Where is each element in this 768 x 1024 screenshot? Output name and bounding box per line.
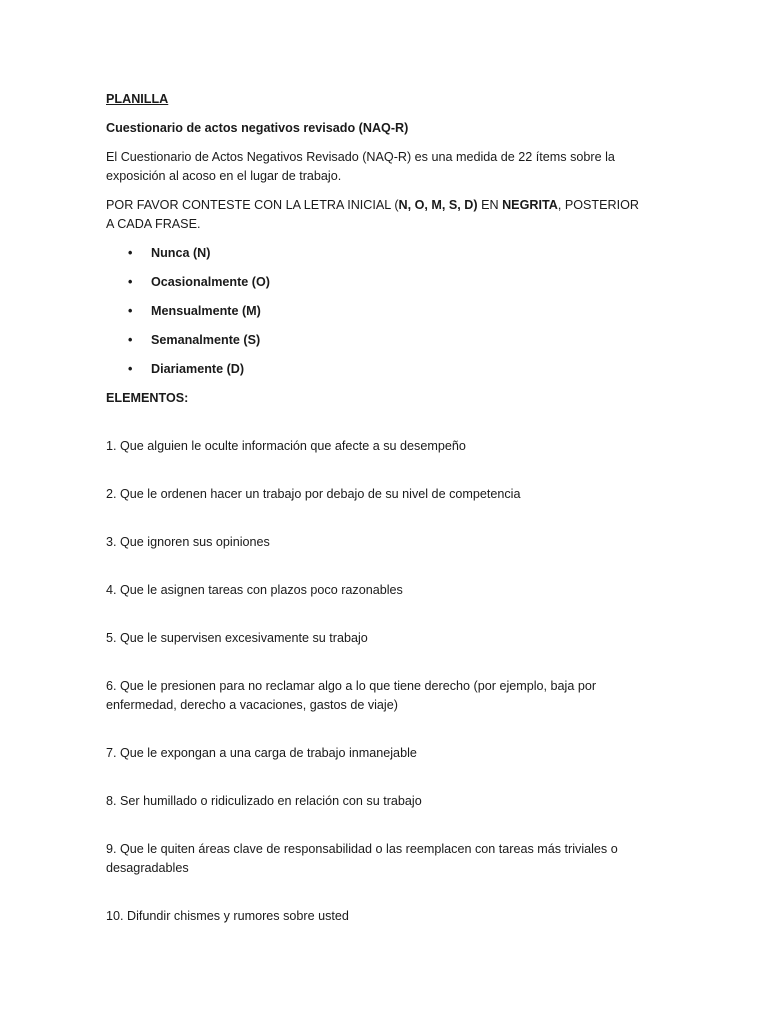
answer-option-label: Nunca (N): [151, 246, 211, 260]
answer-option-label: Mensualmente (M): [151, 304, 261, 318]
answer-option: [106, 273, 646, 292]
answer-option: [106, 302, 646, 321]
answer-option: [106, 360, 646, 379]
instructions-part1: POR FAVOR CONTESTE CON LA LETRA INICIAL (: [106, 198, 399, 212]
instructions-emphasis: NEGRITA: [502, 198, 558, 212]
elements-heading: ELEMENTOS:: [106, 391, 189, 405]
instructions-letters: N, O, M, S, D): [398, 198, 478, 212]
intro-paragraph: El Cuestionario de Actos Negativos Revisado (NAQ-R) es una medida de 22 ítems sobre la exposición al acoso en el lugar de trabajo.: [106, 150, 615, 183]
instructions-paragraph: [106, 196, 646, 234]
bullet-icon: •: [128, 333, 133, 347]
instructions-part2: EN: [477, 198, 503, 212]
answer-option-label: Semanalmente (S): [151, 333, 261, 347]
questionnaire-item: 4. Que le asignen tareas con plazos poco razonables: [106, 583, 403, 597]
questionnaire-item: 6. Que le presionen para no reclamar algo a lo que tiene derecho (por ejemplo, baja por enfermedad, derecho a vacaciones, gastos de viaje): [106, 679, 597, 712]
document-page: [106, 90, 646, 955]
questionnaire-item: 10. Difundir chismes y rumores sobre usted: [106, 909, 349, 923]
questionnaire-items: [106, 437, 646, 926]
answer-option: [106, 244, 646, 263]
answer-option-label: Ocasionalmente (O): [151, 275, 270, 289]
bullet-icon: •: [128, 304, 133, 318]
instructions-part3: , POSTERIOR A CADA FRASE.: [106, 198, 639, 231]
document-title: PLANILLA: [106, 92, 169, 106]
questionnaire-item: 3. Que ignoren sus opiniones: [106, 535, 270, 549]
questionnaire-item: 1. Que alguien le oculte información que afecte a su desempeño: [106, 439, 466, 453]
questionnaire-item: 9. Que le quiten áreas clave de responsabilidad o las reemplacen con tareas más triviales o desagradables: [106, 842, 618, 875]
bullet-icon: •: [128, 246, 133, 260]
bullet-icon: •: [128, 362, 133, 376]
questionnaire-item: 2. Que le ordenen hacer un trabajo por debajo de su nivel de competencia: [106, 487, 521, 501]
questionnaire-item: 5. Que le supervisen excesivamente su trabajo: [106, 631, 368, 645]
questionnaire-item: 7. Que le expongan a una carga de trabajo inmanejable: [106, 746, 417, 760]
answer-option: [106, 331, 646, 350]
questionnaire-subtitle: Cuestionario de actos negativos revisado (NAQ-R): [106, 121, 409, 135]
bullet-icon: •: [128, 275, 133, 289]
answer-option-label: Diariamente (D): [151, 362, 245, 376]
answer-options-list: [106, 244, 646, 379]
questionnaire-item: 8. Ser humillado o ridiculizado en relación con su trabajo: [106, 794, 422, 808]
